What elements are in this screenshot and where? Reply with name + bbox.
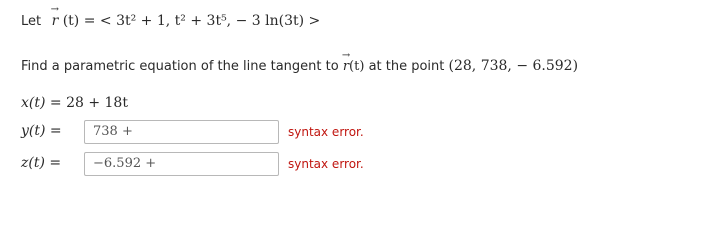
x-equation xyxy=(21,95,128,111)
prompt-vector-r: → r xyxy=(343,59,349,74)
x-value: 28 + 18t xyxy=(66,95,128,111)
y-syntax-error: syntax error. xyxy=(288,125,364,139)
prompt-text: Find a parametric equation of the line tangent to xyxy=(21,59,339,74)
z-syntax-error: syntax error. xyxy=(288,157,364,171)
x-label: x(t) = xyxy=(21,95,67,111)
question-prompt xyxy=(21,58,578,74)
let-label: Let xyxy=(21,14,42,29)
z-label: z(t) = xyxy=(21,155,62,171)
function-expression: (t) = < 3t² + 1, t² + 3t⁵, − 3 ln(3t) > xyxy=(62,13,321,29)
z-answer-input[interactable]: −6.592 + xyxy=(84,152,279,176)
vector-r: → r xyxy=(52,13,59,29)
prompt-vector-arg: (t) xyxy=(349,59,365,74)
prompt-mid-text: at the point xyxy=(368,59,445,74)
tangent-point: (28, 738, − 6.592) xyxy=(448,58,579,74)
y-answer-input[interactable]: 738 + xyxy=(84,120,279,144)
function-definition xyxy=(21,13,320,29)
y-label: y(t) = xyxy=(21,123,62,139)
